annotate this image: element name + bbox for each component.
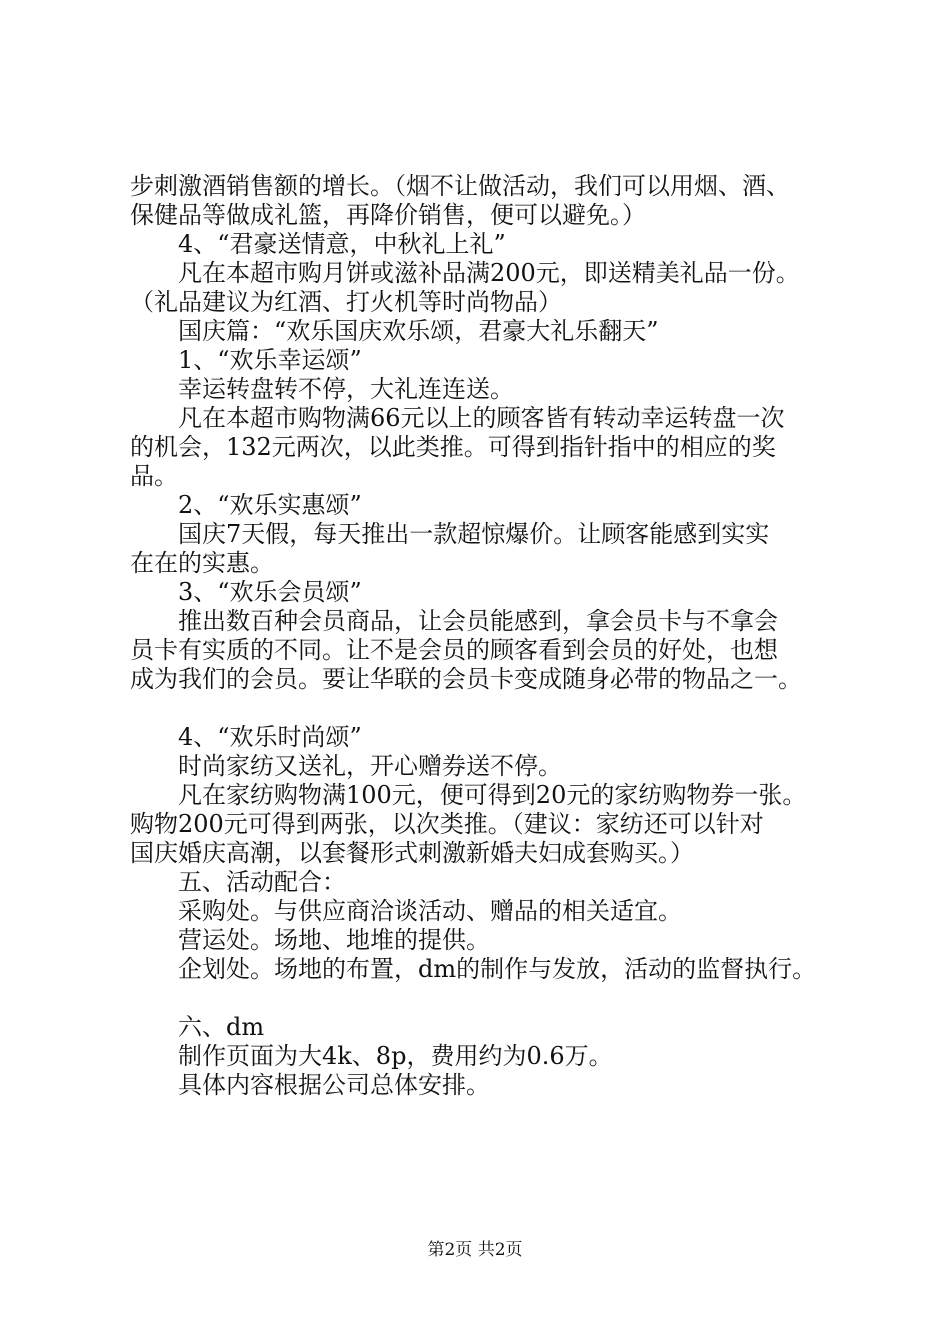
text-line: 凡在本超市购物满66元以上的顾客皆有转动幸运转盘一次 bbox=[178, 404, 785, 432]
text-line: 4、“欢乐时尚颂” bbox=[178, 723, 362, 751]
text-line: 凡在家纺购物满100元，便可得到20元的家纺购物券一张。 bbox=[178, 781, 807, 809]
page-footer: 第2页 共2页 bbox=[427, 1240, 523, 1260]
text-line: 国庆7天假，每天推出一款超惊爆价。让顾客能感到实实 bbox=[178, 520, 770, 548]
text-line: 步刺激酒销售额的增长。（烟不让做活动，我们可以用烟、酒、 bbox=[130, 172, 790, 200]
text-line: 3、“欢乐会员颂” bbox=[178, 578, 362, 606]
text-line: 员卡有实质的不同。让不是会员的顾客看到会员的好处，也想 bbox=[130, 636, 778, 664]
text-line: （礼品建议为红酒、打火机等时尚物品） bbox=[130, 288, 562, 316]
document-body bbox=[130, 172, 850, 1100]
text-line: 成为我们的会员。要让华联的会员卡变成随身必带的物品之一。 bbox=[130, 665, 802, 693]
text-line: 推出数百种会员商品，让会员能感到，拿会员卡与不拿会 bbox=[178, 607, 778, 635]
text-line: 制作页面为大4k、8p，费用约为0.6万。 bbox=[178, 1042, 613, 1070]
text-line: 2、“欢乐实惠颂” bbox=[178, 491, 362, 519]
blank-line bbox=[130, 984, 850, 1013]
text-line: 凡在本超市购月饼或滋补品满200元，即送精美礼品一份。 bbox=[178, 259, 800, 287]
text-line: 时尚家纺又送礼，开心赠券送不停。 bbox=[178, 752, 562, 780]
text-line: 企划处。场地的布置，dm的制作与发放，活动的监督执行。 bbox=[178, 955, 817, 983]
text-line: 的机会，132元两次，以此类推。可得到指针指中的相应的奖 bbox=[130, 433, 776, 461]
text-line: 品。 bbox=[130, 462, 178, 490]
text-line: 采购处。与供应商洽谈活动、赠品的相关适宜。 bbox=[178, 897, 682, 925]
text-line: 在在的实惠。 bbox=[130, 549, 274, 577]
text-line: 幸运转盘转不停，大礼连连送。 bbox=[178, 375, 514, 403]
text-line: 国庆篇：“欢乐国庆欢乐颂，君豪大礼乐翻天” bbox=[178, 317, 659, 345]
text-line: 购物200元可得到两张，以次类推。（建议：家纺还可以针对 bbox=[130, 810, 764, 838]
text-line: 国庆婚庆高潮，以套餐形式刺激新婚夫妇成套购买。） bbox=[130, 839, 694, 867]
text-line: 保健品等做成礼篮，再降价销售，便可以避免。） bbox=[130, 201, 646, 229]
blank-line bbox=[130, 694, 850, 723]
text-line: 4、“君豪送情意，中秋礼上礼” bbox=[178, 230, 506, 258]
text-line: 五、活动配合： bbox=[178, 868, 346, 896]
text-line: 具体内容根据公司总体安排。 bbox=[178, 1071, 490, 1099]
text-line: 六、dm bbox=[178, 1013, 265, 1041]
text-line: 营运处。场地、地堆的提供。 bbox=[178, 926, 490, 954]
text-line: 1、“欢乐幸运颂” bbox=[178, 346, 362, 374]
